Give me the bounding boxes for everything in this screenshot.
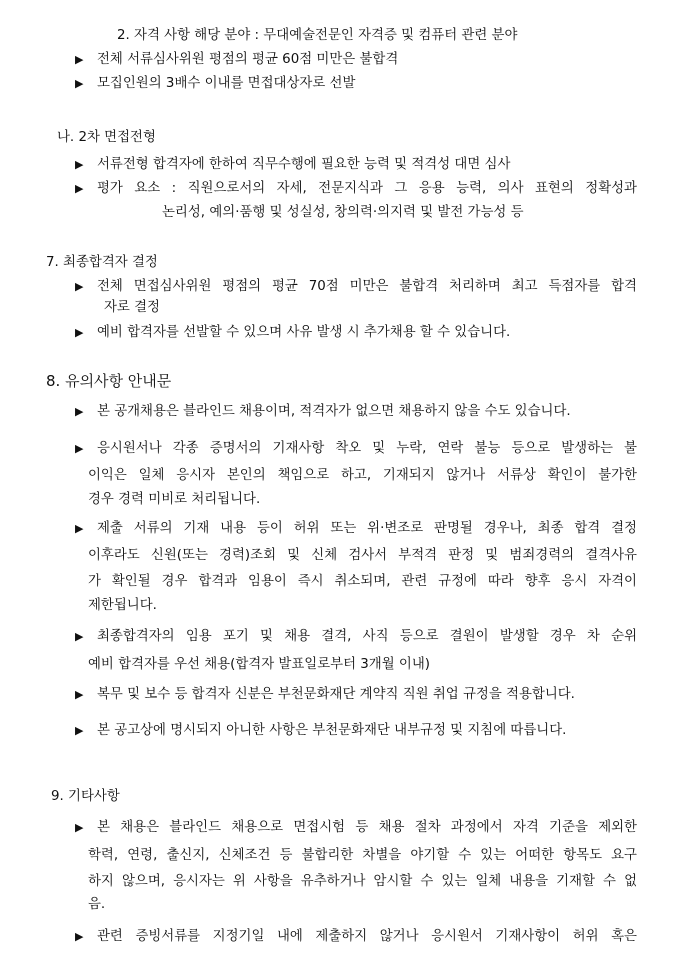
criteria-line: 2. 자격 사항 해당 분야 : 무대예술전문인 자격증 및 컴퓨터 관련 분야: [117, 28, 518, 43]
list-item: ▶ 모집인원의 3배수 이내를 면접대상자로 선발: [97, 74, 355, 94]
list-item: ▶ 본 공고상에 명시되지 아니한 사항은 부천문화재단 내부규정 및 지침에 따릅니다.: [97, 721, 566, 741]
list-item-continuation: 학력, 연령, 출신지, 신체조건 등 불합리한 차별을 야기할 수 있는 어떠한 항목도 요구: [88, 848, 637, 863]
section-heading: 8. 유의사항 안내문: [46, 372, 172, 390]
list-item: ▶ 응시원서나 각종 증명서의 기재사항 착오 및 누락, 연락 불능 등으로 발생하는 불: [97, 439, 637, 459]
list-item-continuation: 이후라도 신원(또는 경력)조회 및 신체 검사서 부적격 판정 및 범죄경력의 결격사유: [88, 548, 637, 563]
list-item: ▶ 제출 서류의 기재 내용 등이 허위 또는 위·변조로 판명될 경우나, 최종 합격 결정: [97, 519, 637, 539]
section-subheading: 나. 2차 면접전형: [57, 130, 156, 145]
list-item-continuation: 이익은 일체 응시자 본인의 책임으로 하고, 기재되지 않거나 서류상 확인이 불가한: [88, 468, 637, 483]
list-item: ▶ 평가 요소 : 직원으로서의 자세, 전문지식과 그 응용 능력, 의사 표현의 정확성과: [97, 179, 637, 199]
list-item: ▶ 본 공개채용은 블라인드 채용이며, 적격자가 없으면 채용하지 않을 수도 있습니다.: [97, 402, 571, 422]
section-heading: 7. 최종합격자 결정: [46, 255, 158, 270]
list-item-continuation: 논리성, 예의·품행 및 성실성, 창의력·의지력 및 발전 가능성 등: [162, 205, 524, 220]
list-item-continuation: 경우 경력 미비로 처리됩니다.: [88, 492, 261, 507]
list-item: ▶ 최종합격자의 임용 포기 및 채용 결격, 사직 등으로 결원이 발생할 경우 차 순위: [97, 627, 637, 647]
list-item-continuation: 자로 결정: [104, 300, 160, 315]
list-item: ▶ 본 채용은 블라인드 채용으로 면접시험 등 채용 절차 과정에서 자격 기준을 제외한: [97, 818, 637, 838]
section-heading: 9. 기타사항: [51, 789, 120, 804]
list-item-continuation: 제한됩니다.: [88, 598, 157, 613]
list-item-continuation: 가 확인될 경우 합격과 임용이 즉시 취소되며, 관련 규정에 따라 향후 응시 자격이: [88, 574, 637, 589]
list-item: ▶ 서류전형 합격자에 한하여 직무수행에 필요한 능력 및 적격성 대면 심사: [97, 155, 510, 175]
list-item: ▶ 전체 서류심사위원 평점의 평균 60점 미만은 불합격: [97, 50, 398, 70]
list-item: ▶ 관련 증빙서류를 지정기일 내에 제출하지 않거나 응시원서 기재사항이 허위 혹은: [97, 927, 637, 947]
list-item: ▶ 전체 면접심사위원 평점의 평균 70점 미만은 불합격 처리하며 최고 득점자를 합격: [97, 277, 637, 297]
list-item: ▶ 예비 합격자를 선발할 수 있으며 사유 발생 시 추가채용 할 수 있습니다.: [97, 323, 510, 343]
list-item-continuation: 음.: [88, 897, 106, 912]
list-item: ▶ 복무 및 보수 등 합격자 신분은 부천문화재단 계약직 직원 취업 규정을 적용합니다.: [97, 685, 575, 705]
list-item-continuation: 하지 않으며, 응시자는 위 사항을 유추하거나 암시할 수 있는 일체 내용을 기재할 수 없: [88, 874, 637, 889]
list-item-continuation: 예비 합격자를 우선 채용(합격자 발표일로부터 3개월 이내): [88, 657, 431, 672]
